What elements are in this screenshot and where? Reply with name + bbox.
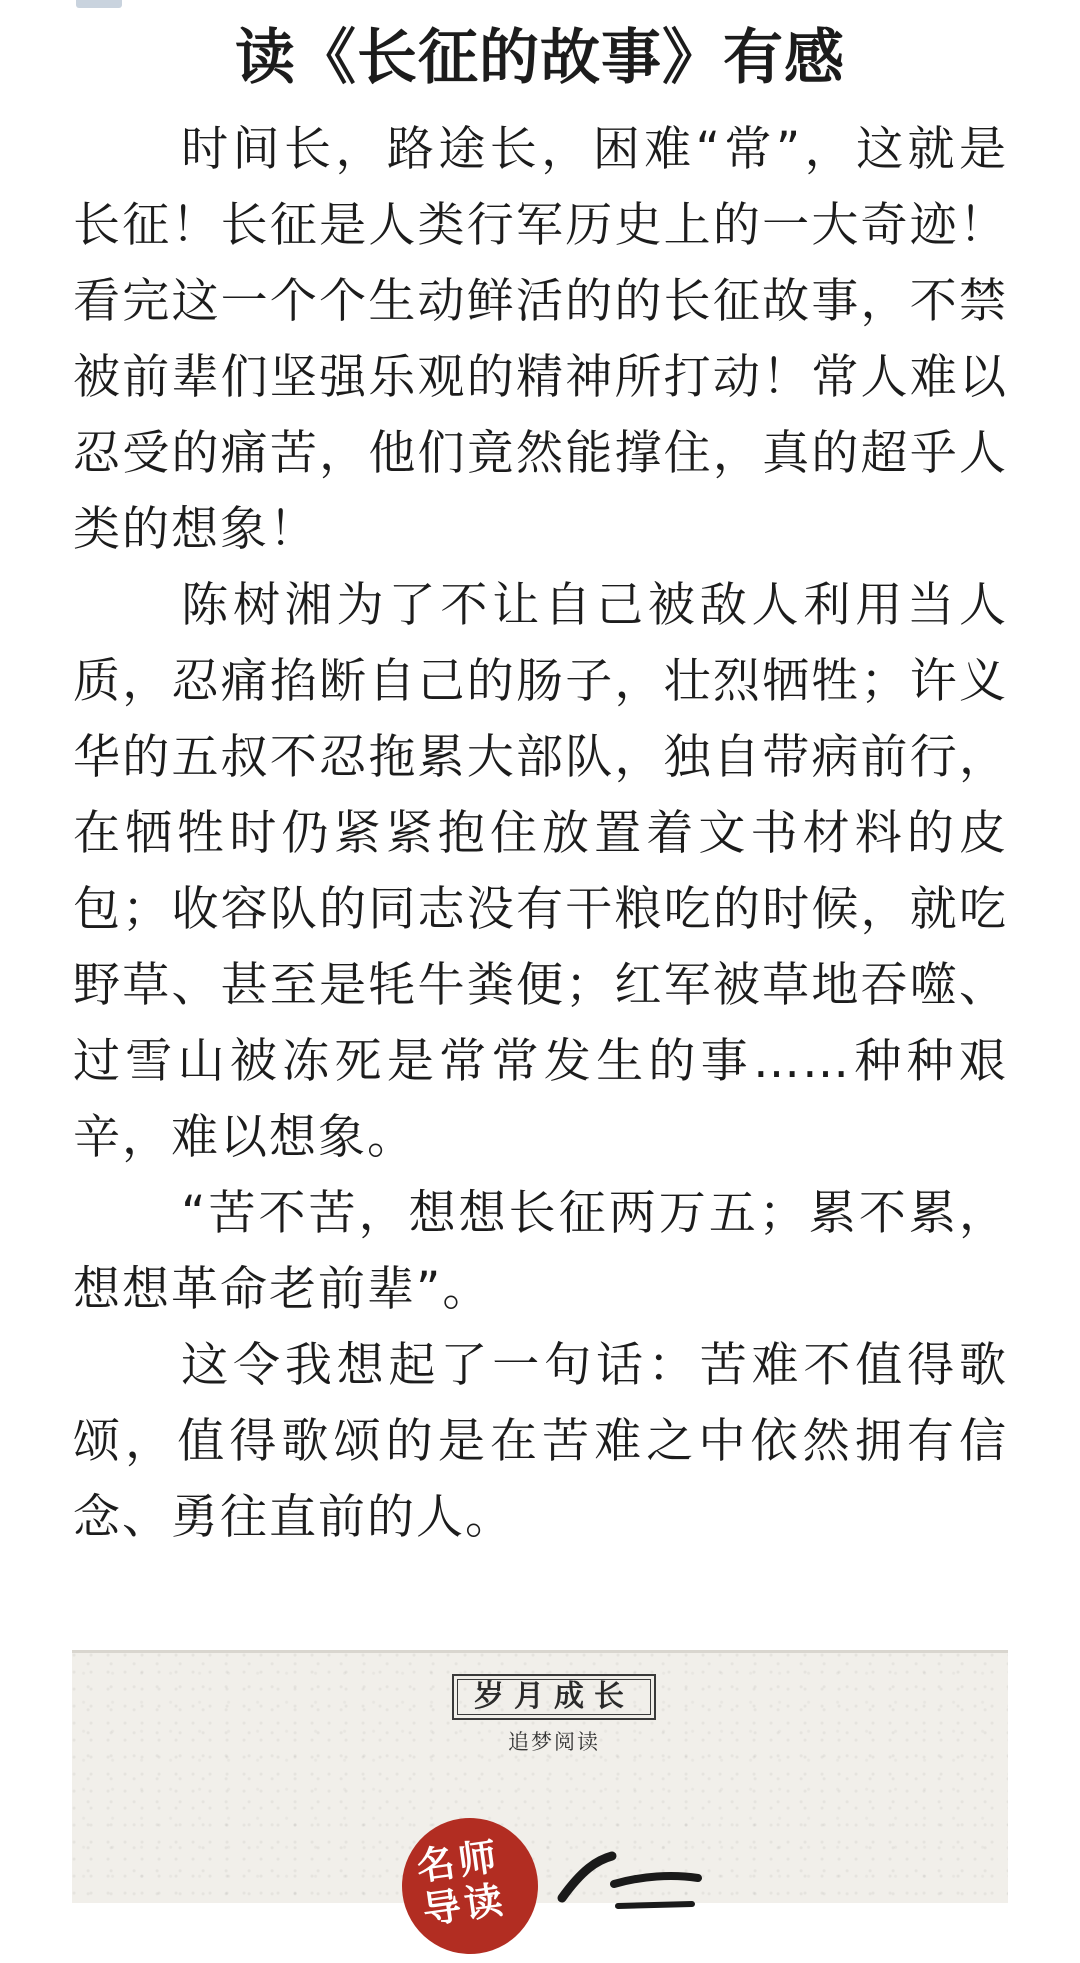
article-body — [73, 112, 1008, 1556]
page-title: 读《长征的故事》有感 — [235, 23, 845, 93]
series-title: 岁月成长 — [452, 1674, 656, 1720]
article-paragraph: “苦不苦，想想长征两万五；累不累，想想革命老前辈”。 — [73, 1186, 1008, 1317]
cover-edge — [72, 1650, 1008, 1653]
article-paragraph: 这令我想起了一句话：苦难不值得歌颂，值得歌颂的是在苦难之中依然拥有信念、勇往直前的人。 — [73, 1338, 1008, 1545]
calligraphy-brush-stroke — [552, 1850, 702, 1910]
series-subtitle: 追梦阅读 — [508, 1730, 600, 1754]
book-cover-image — [72, 1650, 1008, 1933]
seal-line: 导读 — [419, 1876, 510, 1933]
seal-line: 名师 — [413, 1832, 504, 1889]
article-paragraph: 陈树湘为了不让自己被敌人利用当人质，忍痛掐断自己的肠子，壮烈牺牲；许义华的五叔不忍拖累大部队，独自带病前行，在牺牲时仍紧紧抱住放置着文书材料的皮包；收容队的同志没有干粮吃的时候，就吃野草、甚至是牦牛粪便；红军被草地吞噬、过雪山被冻死是常常发生的事……种种艰辛，难以想象。 — [73, 578, 1008, 1165]
article-paragraph: 时间长，路途长，困难“常”，这就是长征！长征是人类行军历史上的一大奇迹！看完这一个个生动鲜活的的长征故事，不禁被前辈们坚强乐观的精神所打动！常人难以忍受的痛苦，他们竟然能撑住，真的超乎人类的想象！ — [73, 122, 1008, 557]
seal-stamp — [393, 1809, 547, 1963]
top-edge-icon — [76, 0, 122, 8]
